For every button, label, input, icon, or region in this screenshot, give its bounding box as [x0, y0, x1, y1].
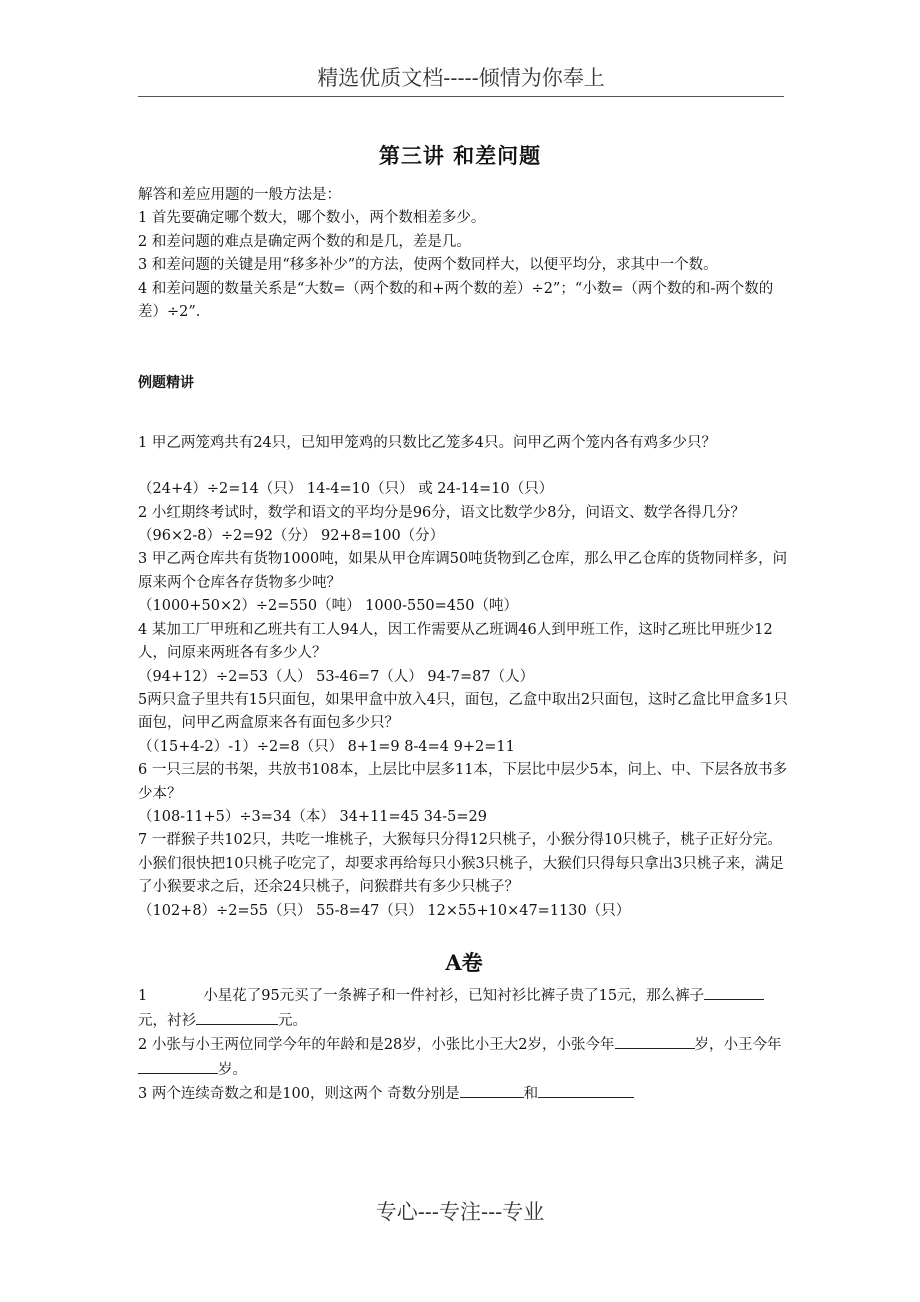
page-footer: [0, 1196, 920, 1226]
answer-blank[interactable]: [704, 984, 764, 1000]
example-question: 2 小红期终考试时，数学和语文的平均分是96分，语文比数学少8分，问语文、数学各得几分？: [138, 504, 746, 521]
example-question: 1 甲乙两笼鸡共有24只，已知甲笼鸡的只数比乙笼多4只。问甲乙两个笼内各有鸡多少只？: [138, 434, 717, 451]
exercise-text: 3 两个连续奇数之和是100，则这两个 奇数分别是: [138, 1086, 460, 1102]
page-title: 第三讲 和差问题: [378, 143, 542, 168]
answer-blank[interactable]: [138, 1058, 218, 1074]
intro-item: 1 首先要确定哪个数大，哪个数小，两个数相差多少。: [138, 210, 486, 227]
example-question: 7 一群猴子共102只，共吃一堆桃子，大猴每只分得12只桃子，小猴分得10只桃子，桃子正好分完。小猴们很快把10只桃子吃完了，却要求再给每只小猴3只桃子，大猴们只得每只拿出3只桃子来，满足了小猴要求之后，还余24只桃子，问猴群共有多少只桃子？: [138, 832, 784, 896]
answer-blank[interactable]: [615, 1033, 695, 1049]
examples-heading: 例题精讲: [138, 375, 194, 392]
exercise-text: 岁，小王今年: [694, 1037, 782, 1054]
example-question: 6 一只三层的书架，共放书108本，上层比中层多11本，下层比中层少5本，问上、中、下层各放书多少本？: [138, 762, 788, 802]
example-question: 5两只盒子里共有15只面包，如果甲盒中放入4只，面包，乙盒中取出2只面包，这时乙盒比甲盒多1只面包，问甲乙两盒原来各有面包多少只？: [138, 691, 788, 732]
example-answer: （102+8）÷2=55（只） 55-8=47（只） 12×55+10×47=1130（只）: [138, 902, 631, 919]
example-question: 4 某加工厂甲班和乙班共有工人94人，因工作需要从乙班调46人到甲班工作，这时乙班比甲班少12人，问原来两班各有多少人？: [138, 621, 773, 662]
exercise-text: 元。: [278, 1012, 307, 1029]
exercise-number: 1: [138, 988, 148, 1005]
answer-blank[interactable]: [538, 1082, 634, 1098]
example-answer: （（15+4-2）-1）÷2=8（只） 8+1=9 8-4=4 9+2=11: [138, 738, 515, 755]
intro-item: 2 和差问题的难点是确定两个数的和是几，差是几。: [138, 233, 471, 250]
example-answer: （108-11+5）÷3=34（本） 34+11=45 34-5=29: [138, 808, 487, 825]
document-body: [138, 184, 790, 1106]
example-answer: （1000+50×2）÷2=550（吨） 1000-550=450（吨）: [138, 598, 518, 615]
intro-heading: 解答和差应用题的一般方法是：: [138, 187, 341, 203]
answer-blank[interactable]: [196, 1009, 278, 1025]
intro-item: 3 和差问题的关键是用“移多补少”的方法，使两个数同样大，以便平均分，求其中一个数。: [138, 257, 718, 274]
page-header: [138, 64, 784, 97]
answer-blank[interactable]: [460, 1082, 524, 1098]
example-answer: （96×2-8）÷2=92（分） 92+8=100（分）: [138, 528, 445, 545]
example-answer: （24+4）÷2=14（只） 14-4=10（只） 或 24-14=10（只）: [138, 481, 554, 498]
exercise-question-2: [138, 1033, 790, 1082]
exercise-text: 2 小张与小王两位同学今年的年龄和是28岁，小张比小王大2岁，小张今年: [138, 1037, 615, 1054]
section-a-title: A卷: [445, 949, 483, 975]
example-answer: （94+12）÷2=53（人） 53-46=7（人） 94-7=87（人）: [138, 668, 535, 685]
exercise-question-3: [138, 1082, 790, 1106]
footer-text: 专心---专注---专业: [375, 1200, 545, 1224]
exercise-text: 小星花了95元买了一条裤子和一件衬衫，已知衬衫比裤子贵了15元，那么裤子: [203, 988, 705, 1005]
intro-item: 4 和差问题的数量关系是“大数=（两个数的和+两个数的差）÷2”；“小数=（两个数的和-两个数的差）÷2”.: [138, 280, 774, 321]
example-question: 3 甲乙两仓库共有货物1000吨，如果从甲仓库调50吨货物到乙仓库，那么甲乙仓库的货物同样多，问原来两个仓库各存货物多少吨？: [138, 551, 788, 591]
exercise-text: 岁。: [218, 1061, 247, 1078]
exercise-question-1: [138, 984, 790, 1033]
exercise-text: 和: [523, 1086, 539, 1102]
header-text: 精选优质文档-----倾情为你奉上: [317, 66, 605, 90]
exercise-text: 元，衬衫: [138, 1012, 196, 1029]
